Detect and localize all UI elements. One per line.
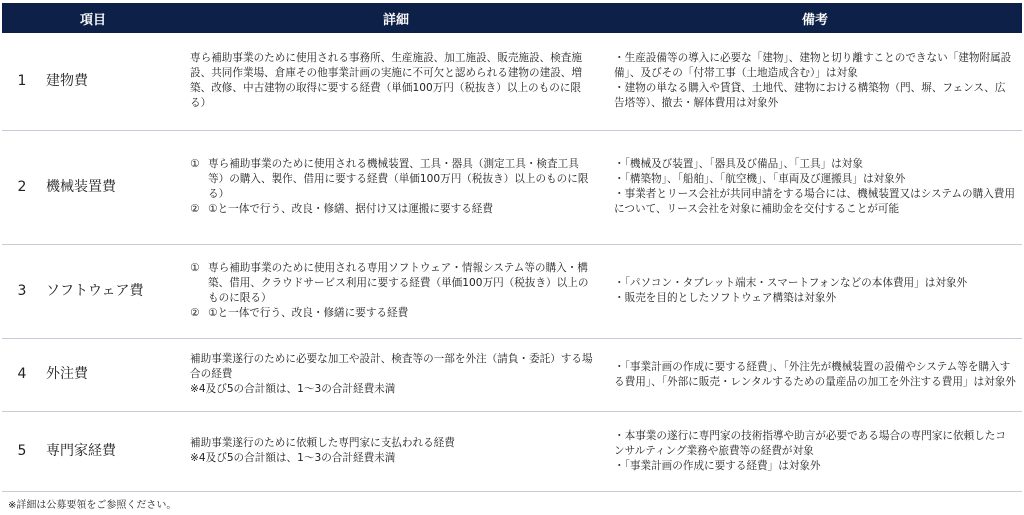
expense-name: 機械装置費 (42, 130, 184, 244)
remark-line: ・「機械及び装置」、「器具及び備品」、「工具」は対象 (614, 158, 863, 170)
detail-item (190, 261, 594, 306)
remark-line: ・「事業計画の作成に要する経費」は対象外 (614, 459, 821, 472)
detail-text (184, 338, 608, 411)
expense-name: 専門家経費 (42, 411, 184, 491)
remarks-text (608, 244, 1022, 338)
expense-name: 外注費 (42, 338, 184, 411)
detail-note: ※4及び5の合計額は、1～3の合計経費未満 (190, 383, 396, 395)
expense-name: 建物費 (42, 33, 184, 130)
detail-text (184, 130, 608, 244)
table-row (2, 338, 1022, 411)
expense-name: ソフトウェア費 (42, 244, 184, 338)
table-row (2, 411, 1022, 491)
detail-line: 補助事業遂行のために必要な加工や設計、検査等の一部を外注（請負・委託）する場合の経費 (190, 353, 593, 380)
detail-text (184, 33, 608, 130)
remarks-text (608, 33, 1022, 130)
item-text: 専ら補助事業のために使用される機械装置、工具・器具（測定工具・検査工具等）の購入、製作、借用に要する経費（単価100万円（税抜き）以上のものに限る） (208, 158, 589, 200)
header-remarks: 備考 (608, 3, 1022, 33)
detail-text (184, 411, 608, 491)
table-row (2, 130, 1022, 244)
expense-table (2, 3, 1022, 492)
detail-paragraph: 専ら補助事業のために使用される事務所、生産施設、加工施設、販売施設、検査施設、共同作業場、倉庫その他事業計画の実施に不可欠と認められる建物の建設、増築、改修、中古建物の取得に要する経費（単価100万円（税抜き）以上のものに限る） (190, 52, 582, 110)
row-number: 1 (2, 33, 42, 130)
item-marker: ② (190, 307, 200, 319)
remark-line: ・「事業計画の作成に要する経費」、「外注先が機械装置の設備やシステム等を購入する費用」、「外部に販売・レンタルするための量産品の加工を外注する費用」は対象外 (614, 360, 1016, 388)
item-marker: ① (190, 158, 200, 170)
table-header-row (2, 3, 1022, 33)
remark-line: ・事業者とリース会社が共同申請をする場合には、機械装置又はシステムの購入費用について、リース会社を対象に補助金を交付することが可能 (614, 188, 1015, 215)
remark-line: ・建物の単なる購入や賃貸、土地代、建物における構築物（門、塀、フェンス、広告塔等）、撤去・解体費用は対象外 (614, 82, 1006, 110)
remark-line: ・「パソコン・タブレット端末・スマートフォンなどの本体費用」は対象外 (614, 277, 968, 289)
item-marker: ② (190, 203, 200, 215)
item-text: 専ら補助事業のために使用される専用ソフトウェア・情報システム等の購入・構築、借用、クラウドサービス利用に要する経費（単価100万円（税抜き）以上のものに限る） (208, 262, 589, 304)
remark-line: ・本事業の遂行に専門家の技術指導や助言が必要である場合の専門家に依頼したコンサルティング業務や旅費等の経費が対象 (614, 429, 1006, 457)
header-item: 項目 (2, 3, 184, 33)
row-number: 2 (2, 130, 42, 244)
item-text: ①と一体で行う、改良・修繕に要する経費 (208, 307, 409, 319)
header-detail: 詳細 (184, 3, 608, 33)
remark-line: ・販売を目的としたソフトウェア構築は対象外 (614, 292, 837, 304)
item-text: ①と一体で行う、改良・修繕、据付け又は運搬に要する経費 (208, 203, 493, 215)
detail-note: ※4及び5の合計額は、1～3の合計経費未満 (190, 452, 396, 464)
detail-item (190, 306, 594, 321)
remarks-text (608, 411, 1022, 491)
detail-item (190, 202, 594, 217)
table-row (2, 244, 1022, 338)
item-marker: ① (190, 262, 200, 274)
remarks-text (608, 338, 1022, 411)
remarks-text (608, 130, 1022, 244)
detail-line: 補助事業遂行のために依頼した専門家に支払われる経費 (190, 437, 455, 449)
row-number: 4 (2, 338, 42, 411)
detail-text (184, 244, 608, 338)
detail-item (190, 157, 594, 202)
row-number: 3 (2, 244, 42, 338)
remark-line: ・「構築物」、「船舶」、「航空機」、「車両及び運搬具」は対象外 (614, 173, 906, 185)
row-number: 5 (2, 411, 42, 491)
remark-line: ・生産設備等の導入に必要な「建物」、建物と切り離すことのできない「建物附属設備」、及びその「付帯工事（土地造成含む）」は対象 (614, 52, 1012, 80)
footnote: ※詳細は公募要領をご参照ください。 (8, 500, 177, 511)
table-row (2, 33, 1022, 130)
